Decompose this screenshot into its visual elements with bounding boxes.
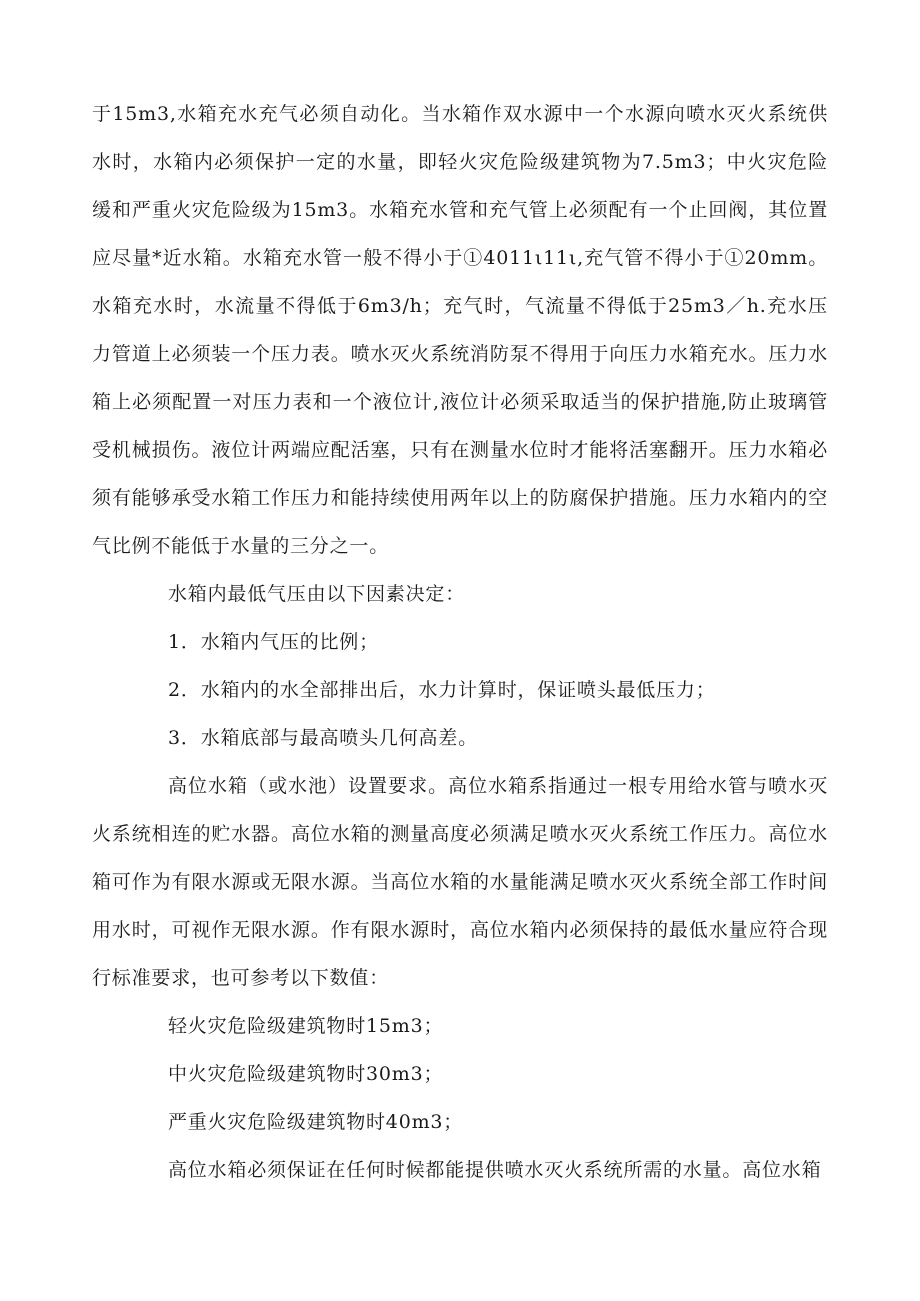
document-body xyxy=(92,90,828,1194)
list-item-3: 3．水箱底部与最高喷头几何高差。 xyxy=(168,727,478,749)
paragraph-elevated-tank-supply: 高位水箱必须保证在任何时候都能提供喷水灭火系统所需的水量。高位水箱 xyxy=(168,1159,822,1181)
paragraph-elevated-tank: 高位水箱（或水池）设置要求。高位水箱系指通过一根专用给水管与喷水灭火系统相连的贮水器。高位水箱的测量高度必须满足喷水灭火系统工作压力。高位水箱可作为有限水源或无限水源。当高位水箱的水量能满足喷水灭火系统全部工作时间用水时，可视作无限水源。作有限水源时，高位水箱内必须保持的最低水量应符合现行标准要求，也可参考以下数值： xyxy=(92,775,828,989)
list-item-1: 1．水箱内气压的比例； xyxy=(168,631,379,653)
paragraph-pressure-tank: 于15m3,水箱充水充气必须自动化。当水箱作双水源中一个水源向喷水灭火系统供水时，水箱内必须保护一定的水量，即轻火灾危险级建筑物为7.5m3；中火灾危险缓和严重火灾危险级为15m3。水箱充水管和充气管上必须配有一个止回阀，其位置应尽量*近水箱。水箱充水管一般不得小于①4011ι11ι,充气管不得小于①20mm。水箱充水时，水流量不得低于6m3/h；充气时，气流量不得低于25m3／h.充水压力管道上必须装一个压力表。喷水灭火系统消防泵不得用于向压力水箱充水。压力水箱上必须配置一对压力表和一个液位计,液位计必须采取适当的保护措施,防止玻璃管受机械损伤。液位计两端应配活塞，只有在测量水位时才能将活塞翻开。压力水箱必须有能够承受水箱工作压力和能持续使用两年以上的防腐保护措施。压力水箱内的空气比例不能低于水量的三分之一。 xyxy=(92,103,828,557)
list-item-light-hazard: 轻火灾危险级建筑物时15m3； xyxy=(168,1015,444,1037)
list-item-severe-hazard: 严重火灾危险级建筑物时40m3； xyxy=(168,1111,464,1133)
list-item-medium-hazard: 中火灾危险级建筑物时30m3； xyxy=(168,1063,444,1085)
list-item-2: 2．水箱内的水全部排出后，水力计算时，保证喷头最低压力； xyxy=(168,679,716,701)
paragraph-min-pressure-intro: 水箱内最低气压由以下因素决定： xyxy=(168,583,466,605)
